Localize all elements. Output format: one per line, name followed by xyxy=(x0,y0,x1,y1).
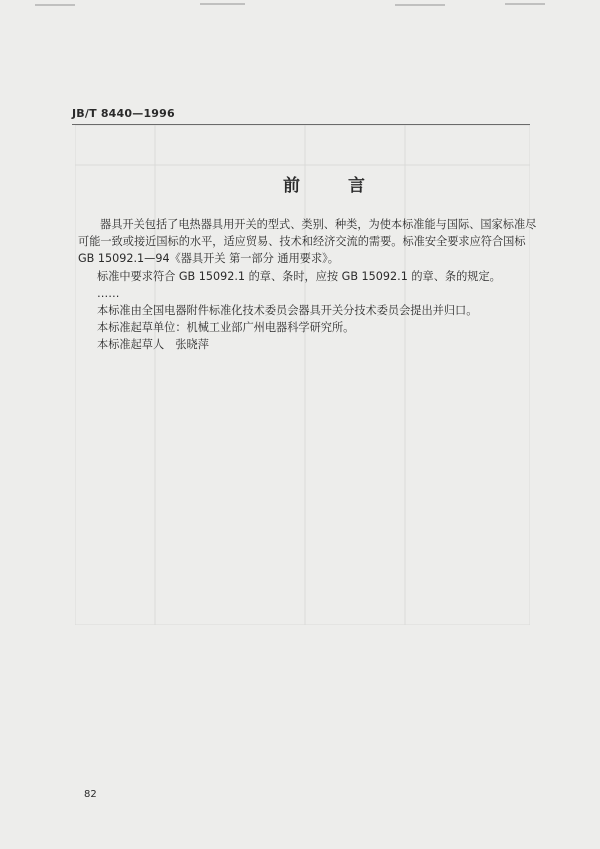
paragraph-proposed-by: 本标准由全国电器附件标准化技术委员会器具开关分技术委员会提出并归口。 xyxy=(97,304,478,318)
scan-artifact xyxy=(35,4,75,6)
paragraph-ellipsis: …… xyxy=(97,286,120,300)
standard-code: JB/T 8440—1996 xyxy=(72,107,175,120)
scan-artifact xyxy=(505,3,545,5)
page-title: 前言 xyxy=(283,176,413,196)
bleed-through-table xyxy=(75,125,530,625)
scan-artifact xyxy=(395,4,445,6)
page-number: 82 xyxy=(84,789,97,800)
paragraph-drafter: 本标准起草人 张晓萍 xyxy=(97,338,209,352)
header-rule xyxy=(72,124,530,125)
paragraph-scope: 器具开关包括了电热器具用开关的型式、类别、种类，为使本标准能与国际、国家标准尽可能一致或接近国标的水平，适应贸易、技术和经济交流的需要。标准安全要求应符合国标 GB 15092.1—94《器具开关 第一部分 通用要求》。 xyxy=(78,218,537,266)
paragraph-drafting-unit: 本标准起草单位：机械工业部广州电器科学研究所。 xyxy=(97,321,355,335)
foreword-body xyxy=(78,216,540,354)
scan-artifact xyxy=(200,3,245,5)
paragraph-requirements: 标准中要求符合 GB 15092.1 的章、条时，应按 GB 15092.1 的章、条的规定。 xyxy=(97,269,501,283)
